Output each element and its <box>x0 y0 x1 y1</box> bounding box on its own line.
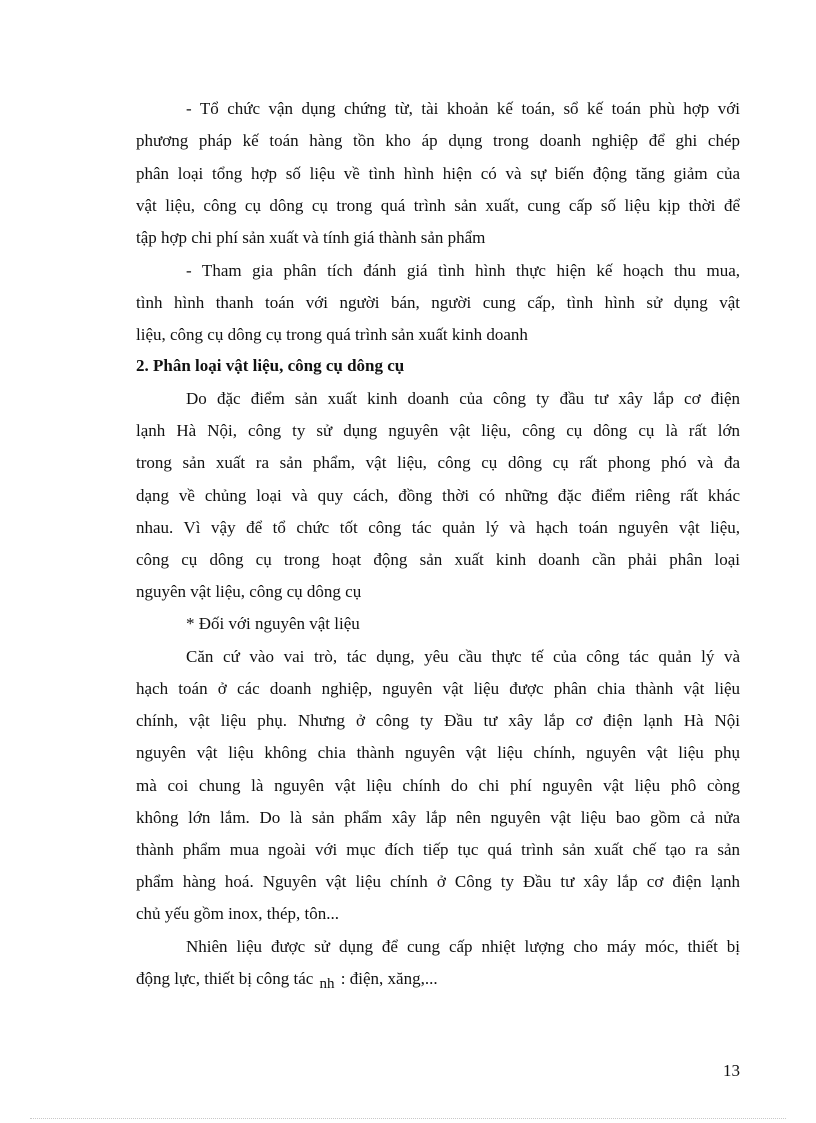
paragraph-line: thành phẩm mua ngoài với mục đích tiếp tục quá trình sản xuất chế tạo ra sản <box>136 840 740 859</box>
paragraph-line: chủ yếu gồm inox, thép, tôn... <box>136 904 340 923</box>
paragraph-line: Căn cứ vào vai trò, tác dụng, yêu cầu thực tế của công tác quản lý và <box>186 647 740 666</box>
paragraph-line: hạch toán ở các doanh nghiệp, nguyên vật liệu được phân chia thành vật liệu <box>136 679 740 698</box>
paragraph-line: vật liệu, công cụ dông cụ trong quá trình sản xuất, cung cấp số liệu kịp thời để <box>136 196 740 215</box>
paragraph-line: nguyên vật liệu, công cụ dông cụ <box>136 582 362 601</box>
paragraph-line: phân loại tổng hợp số liệu về tình hình hiện có và sự biến động tăng giảm của <box>136 164 740 183</box>
paragraph-line: mà coi chung là nguyên vật liệu chính do chi phí nguyên vật liệu phô còng <box>136 776 740 795</box>
paragraph-line: tập hợp chi phí sản xuất và tính giá thành sản phẩm <box>136 228 486 247</box>
footer-divider <box>30 1118 786 1119</box>
paragraph-line: công cụ dông cụ trong hoạt động sản xuất kinh doanh cần phải phân loại <box>136 550 740 569</box>
paragraph-line: nguyên vật liệu không chia thành nguyên vật liệu chính, nguyên vật liệu phụ <box>136 743 740 762</box>
paragraph-line: Nhiên liệu được sử dụng để cung cấp nhiệt lượng cho máy móc, thiết bị <box>186 937 740 956</box>
paragraph-line: phương pháp kế toán hàng tồn kho áp dụng trong doanh nghiệp để ghi chép <box>136 131 740 150</box>
paragraph-line: lạnh Hà Nội, công ty sử dụng nguyên vật liệu, công cụ dông cụ là rất lớn <box>136 421 740 440</box>
paragraph-line: dạng về chủng loại và quy cách, đồng thời có những đặc điểm riêng rất khác <box>136 486 740 505</box>
paragraph-line: chính, vật liệu phụ. Nhưng ở công ty Đầu tư xây lắp cơ điện lạnh Hà Nội <box>136 711 740 730</box>
subsection-label: * Đối với nguyên vật liệu <box>186 614 360 633</box>
paragraph-line: phẩm hàng hoá. Nguyên vật liệu chính ở Công ty Đầu tư xây lắp cơ điện lạnh <box>136 872 740 891</box>
section-heading: 2. Phân loại vật liệu, công cụ dông cụ <box>136 356 405 375</box>
paragraph-line: liệu, công cụ dông cụ trong quá trình sản xuất kinh doanh <box>136 325 528 344</box>
paragraph-line: trong sản xuất ra sản phẩm, vật liệu, công cụ dông cụ rất phong phó và đa <box>136 453 740 472</box>
paragraph-line <box>136 968 740 991</box>
page-number: 13 <box>723 1061 740 1080</box>
paragraph-line: nhau. Vì vậy để tổ chức tốt công tác quản lý và hạch toán nguyên vật liệu, <box>136 518 740 537</box>
paragraph-line: - Tham gia phân tích đánh giá tình hình thực hiện kế hoạch thu mua, <box>186 261 740 280</box>
paragraph-line: - Tổ chức vận dụng chứng từ, tài khoản kế toán, sổ kế toán phù hợp với <box>186 99 740 118</box>
paragraph-line: Do đặc điểm sản xuất kinh doanh của công ty đầu tư xây lắp cơ điện <box>186 389 740 408</box>
line-text: : điện, xăng,... <box>340 969 438 988</box>
paragraph-line: không lớn lắm. Do là sản phẩm xây lắp nên nguyên vật liệu bao gồm cả nửa <box>136 808 740 827</box>
subscript-fragment: nh <box>319 976 335 992</box>
paragraph-line: tình hình thanh toán với người bán, người cung cấp, tình hình sử dụng vật <box>136 293 740 312</box>
line-text: động lực, thiết bị công tác <box>136 969 314 988</box>
